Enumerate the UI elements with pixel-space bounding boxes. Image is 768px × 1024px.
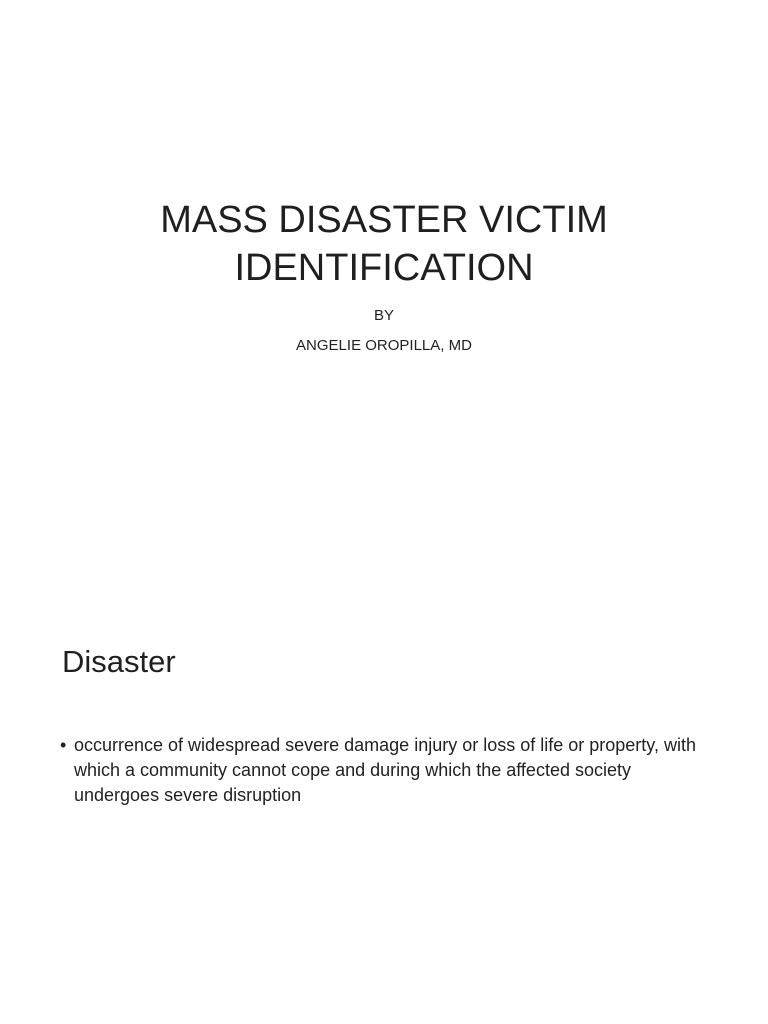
bullet-list — [60, 733, 720, 808]
slide-title — [0, 196, 768, 292]
slide-heading: Disaster — [62, 644, 176, 679]
slide-title-line-2: IDENTIFICATION — [234, 247, 534, 289]
bullet-icon: • — [60, 735, 67, 755]
content-slide — [0, 512, 768, 1024]
subtitle-by: BY — [373, 307, 394, 324]
slide-title-line-1: MASS DISASTER VICTIM — [160, 199, 608, 241]
bullet-item — [60, 733, 720, 808]
bullet-text: occurrence of widespread severe damage injury or loss of life or property, with which a community cannot cope and during which the affected society undergoes severe disruption — [74, 735, 696, 805]
author-name: ANGELIE OROPILLA, MD — [296, 337, 472, 354]
